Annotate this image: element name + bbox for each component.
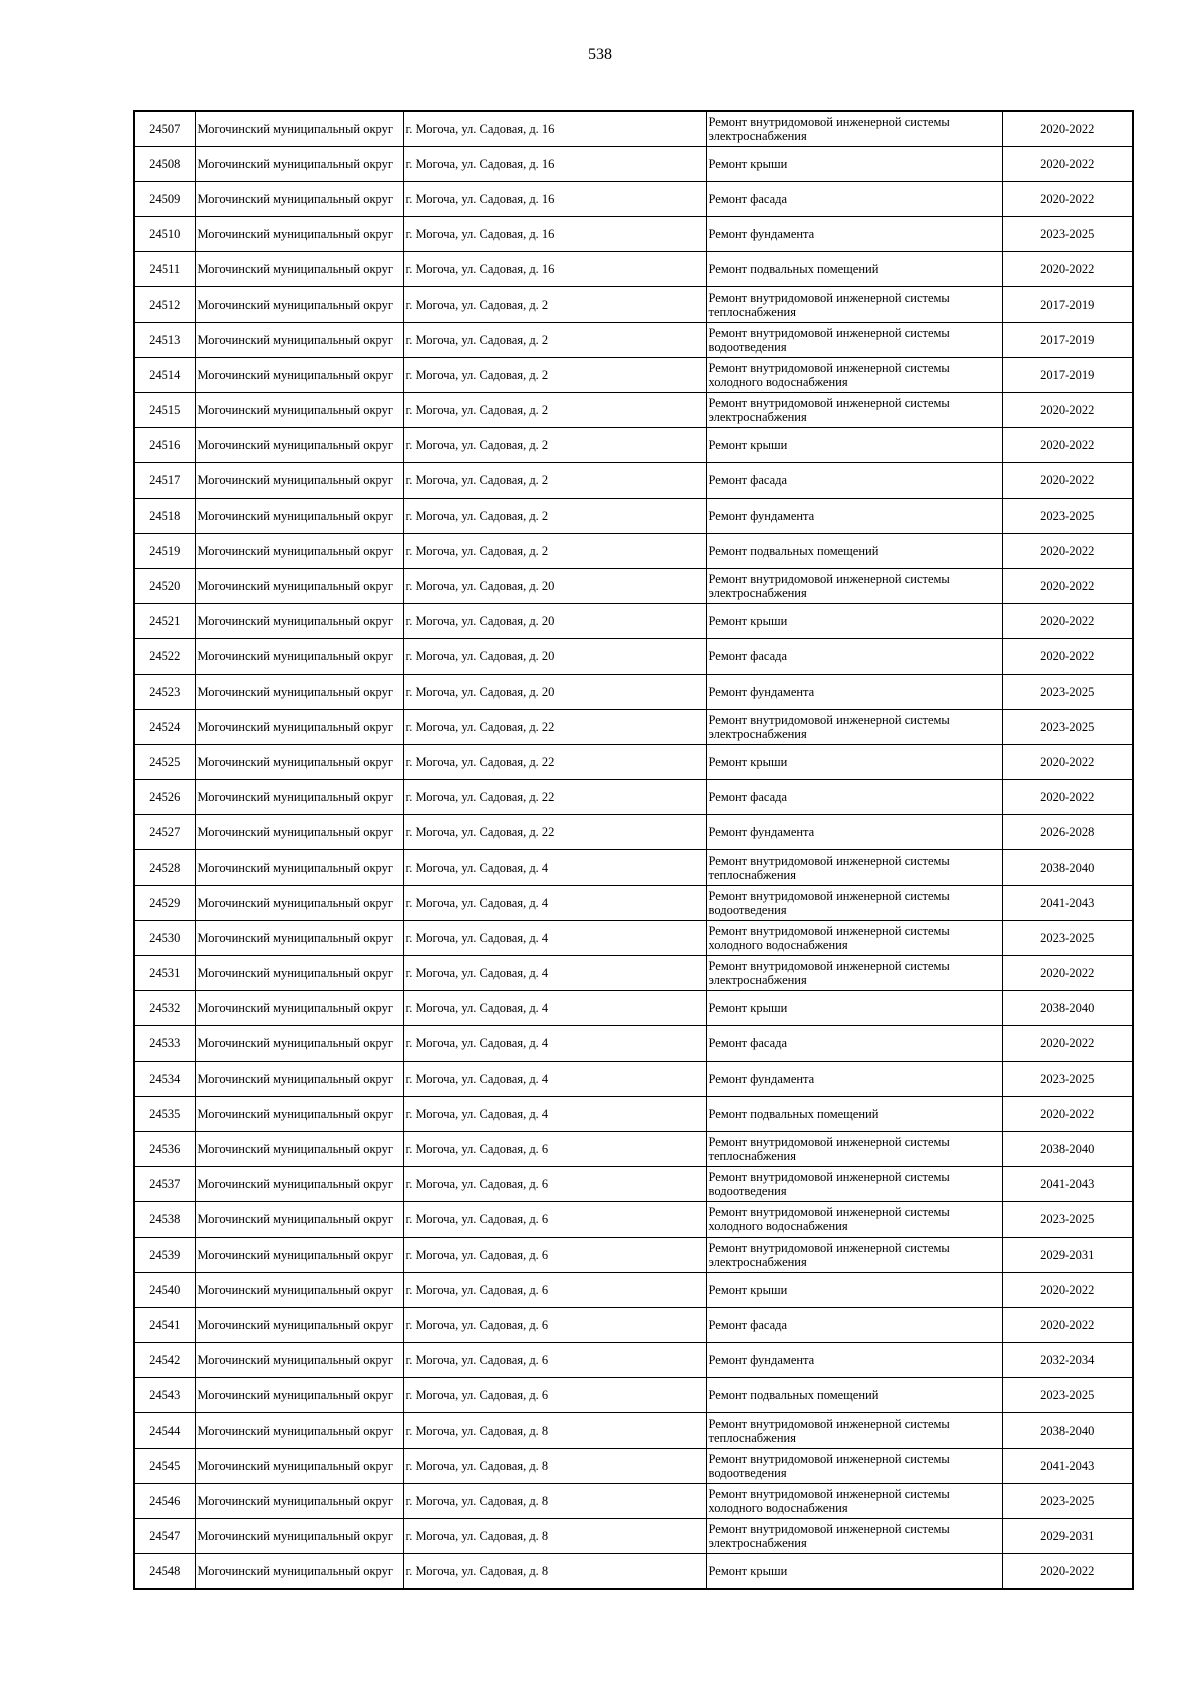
table-row <box>134 252 1133 287</box>
table-row <box>134 815 1133 850</box>
work-type-cell: Ремонт внутридомовой инженерной системы электроснабжения <box>706 393 1002 428</box>
address-cell: г. Могоча, ул. Садовая, д. 2 <box>403 498 706 533</box>
row-number: 24516 <box>134 428 195 463</box>
table-row <box>134 1343 1133 1378</box>
municipality-cell: Могочинский муниципальный округ <box>195 1061 403 1096</box>
work-type-cell: Ремонт внутридомовой инженерной системы теплоснабжения <box>706 850 1002 885</box>
work-type-cell: Ремонт подвальных помещений <box>706 533 1002 568</box>
period-cell: 2038-2040 <box>1002 991 1133 1026</box>
work-type-cell: Ремонт внутридомовой инженерной системы электроснабжения <box>706 956 1002 991</box>
row-number: 24545 <box>134 1448 195 1483</box>
municipality-cell: Могочинский муниципальный округ <box>195 393 403 428</box>
work-type-cell: Ремонт внутридомовой инженерной системы водоотведения <box>706 1167 1002 1202</box>
table-row <box>134 1096 1133 1131</box>
municipality-cell: Могочинский муниципальный округ <box>195 780 403 815</box>
work-type-cell: Ремонт подвальных помещений <box>706 1378 1002 1413</box>
address-cell: г. Могоча, ул. Садовая, д. 8 <box>403 1413 706 1448</box>
municipality-cell: Могочинский муниципальный округ <box>195 181 403 216</box>
address-cell: г. Могоча, ул. Садовая, д. 16 <box>403 146 706 181</box>
table-row <box>134 217 1133 252</box>
row-number: 24530 <box>134 920 195 955</box>
table-row <box>134 674 1133 709</box>
municipality-cell: Могочинский муниципальный округ <box>195 111 403 146</box>
work-type-cell: Ремонт внутридомовой инженерной системы холодного водоснабжения <box>706 1483 1002 1518</box>
work-type-cell: Ремонт внутридомовой инженерной системы холодного водоснабжения <box>706 1202 1002 1237</box>
row-number: 24537 <box>134 1167 195 1202</box>
table-row <box>134 287 1133 322</box>
table-row <box>134 1378 1133 1413</box>
municipality-cell: Могочинский муниципальный округ <box>195 568 403 603</box>
municipality-cell: Могочинский муниципальный округ <box>195 1554 403 1589</box>
municipality-cell: Могочинский муниципальный округ <box>195 1096 403 1131</box>
table-row <box>134 1202 1133 1237</box>
period-cell: 2023-2025 <box>1002 709 1133 744</box>
row-number: 24534 <box>134 1061 195 1096</box>
table-row <box>134 1131 1133 1166</box>
address-cell: г. Могоча, ул. Садовая, д. 4 <box>403 1061 706 1096</box>
municipality-cell: Могочинский муниципальный округ <box>195 744 403 779</box>
municipality-cell: Могочинский муниципальный округ <box>195 604 403 639</box>
row-number: 24515 <box>134 393 195 428</box>
period-cell: 2026-2028 <box>1002 815 1133 850</box>
address-cell: г. Могоча, ул. Садовая, д. 4 <box>403 1026 706 1061</box>
work-type-cell: Ремонт фундамента <box>706 674 1002 709</box>
work-type-cell: Ремонт фундамента <box>706 217 1002 252</box>
row-number: 24514 <box>134 357 195 392</box>
municipality-cell: Могочинский муниципальный округ <box>195 533 403 568</box>
address-cell: г. Могоча, ул. Садовая, д. 6 <box>403 1307 706 1342</box>
work-type-cell: Ремонт внутридомовой инженерной системы водоотведения <box>706 1448 1002 1483</box>
address-cell: г. Могоча, ул. Садовая, д. 6 <box>403 1237 706 1272</box>
address-cell: г. Могоча, ул. Садовая, д. 2 <box>403 463 706 498</box>
work-type-cell: Ремонт фундамента <box>706 1343 1002 1378</box>
work-type-cell: Ремонт фундамента <box>706 1061 1002 1096</box>
address-cell: г. Могоча, ул. Садовая, д. 16 <box>403 111 706 146</box>
address-cell: г. Могоча, ул. Садовая, д. 4 <box>403 920 706 955</box>
period-cell: 2020-2022 <box>1002 1026 1133 1061</box>
period-cell: 2020-2022 <box>1002 639 1133 674</box>
table-row <box>134 322 1133 357</box>
address-cell: г. Могоча, ул. Садовая, д. 8 <box>403 1519 706 1554</box>
municipality-cell: Могочинский муниципальный округ <box>195 1413 403 1448</box>
address-cell: г. Могоча, ул. Садовая, д. 22 <box>403 815 706 850</box>
address-cell: г. Могоча, ул. Садовая, д. 6 <box>403 1378 706 1413</box>
row-number: 24521 <box>134 604 195 639</box>
table-row <box>134 1519 1133 1554</box>
address-cell: г. Могоча, ул. Садовая, д. 6 <box>403 1131 706 1166</box>
municipality-cell: Могочинский муниципальный округ <box>195 956 403 991</box>
period-cell: 2020-2022 <box>1002 744 1133 779</box>
period-cell: 2041-2043 <box>1002 885 1133 920</box>
work-type-cell: Ремонт фасада <box>706 1026 1002 1061</box>
row-number: 24520 <box>134 568 195 603</box>
municipality-cell: Могочинский муниципальный округ <box>195 1026 403 1061</box>
municipality-cell: Могочинский муниципальный округ <box>195 146 403 181</box>
municipality-cell: Могочинский муниципальный округ <box>195 674 403 709</box>
row-number: 24543 <box>134 1378 195 1413</box>
period-cell: 2017-2019 <box>1002 322 1133 357</box>
table-row <box>134 393 1133 428</box>
address-cell: г. Могоча, ул. Садовая, д. 22 <box>403 780 706 815</box>
period-cell: 2029-2031 <box>1002 1519 1133 1554</box>
work-type-cell: Ремонт внутридомовой инженерной системы электроснабжения <box>706 1237 1002 1272</box>
period-cell: 2032-2034 <box>1002 1343 1133 1378</box>
row-number: 24541 <box>134 1307 195 1342</box>
period-cell: 2029-2031 <box>1002 1237 1133 1272</box>
address-cell: г. Могоча, ул. Садовая, д. 8 <box>403 1448 706 1483</box>
work-type-cell: Ремонт крыши <box>706 604 1002 639</box>
table-body <box>134 111 1133 1589</box>
row-number: 24547 <box>134 1519 195 1554</box>
period-cell: 2020-2022 <box>1002 1554 1133 1589</box>
municipality-cell: Могочинский муниципальный округ <box>195 1167 403 1202</box>
work-type-cell: Ремонт крыши <box>706 1272 1002 1307</box>
row-number: 24524 <box>134 709 195 744</box>
table-row <box>134 463 1133 498</box>
municipality-cell: Могочинский муниципальный округ <box>195 1343 403 1378</box>
table-row <box>134 885 1133 920</box>
period-cell: 2038-2040 <box>1002 1131 1133 1166</box>
table-row <box>134 1026 1133 1061</box>
row-number: 24507 <box>134 111 195 146</box>
municipality-cell: Могочинский муниципальный округ <box>195 1272 403 1307</box>
row-number: 24527 <box>134 815 195 850</box>
work-type-cell: Ремонт фундамента <box>706 815 1002 850</box>
work-type-cell: Ремонт внутридомовой инженерной системы водоотведения <box>706 885 1002 920</box>
table-row <box>134 956 1133 991</box>
table-row <box>134 533 1133 568</box>
municipality-cell: Могочинский муниципальный округ <box>195 639 403 674</box>
period-cell: 2017-2019 <box>1002 357 1133 392</box>
row-number: 24525 <box>134 744 195 779</box>
table-row <box>134 1483 1133 1518</box>
period-cell: 2020-2022 <box>1002 1096 1133 1131</box>
address-cell: г. Могоча, ул. Садовая, д. 8 <box>403 1483 706 1518</box>
period-cell: 2017-2019 <box>1002 287 1133 322</box>
table-row <box>134 1167 1133 1202</box>
municipality-cell: Могочинский муниципальный округ <box>195 709 403 744</box>
municipality-cell: Могочинский муниципальный округ <box>195 1378 403 1413</box>
row-number: 24517 <box>134 463 195 498</box>
work-type-cell: Ремонт крыши <box>706 1554 1002 1589</box>
repair-schedule-table <box>133 110 1134 1590</box>
municipality-cell: Могочинский муниципальный округ <box>195 850 403 885</box>
row-number: 24544 <box>134 1413 195 1448</box>
address-cell: г. Могоча, ул. Садовая, д. 16 <box>403 217 706 252</box>
work-type-cell: Ремонт крыши <box>706 744 1002 779</box>
work-type-cell: Ремонт внутридомовой инженерной системы холодного водоснабжения <box>706 920 1002 955</box>
municipality-cell: Могочинский муниципальный округ <box>195 991 403 1026</box>
address-cell: г. Могоча, ул. Садовая, д. 20 <box>403 568 706 603</box>
period-cell: 2023-2025 <box>1002 498 1133 533</box>
table-row <box>134 181 1133 216</box>
period-cell: 2020-2022 <box>1002 428 1133 463</box>
municipality-cell: Могочинский муниципальный округ <box>195 463 403 498</box>
table-row <box>134 709 1133 744</box>
table-row <box>134 850 1133 885</box>
municipality-cell: Могочинский муниципальный округ <box>195 1237 403 1272</box>
municipality-cell: Могочинский муниципальный округ <box>195 815 403 850</box>
work-type-cell: Ремонт фасада <box>706 639 1002 674</box>
work-type-cell: Ремонт крыши <box>706 146 1002 181</box>
address-cell: г. Могоча, ул. Садовая, д. 22 <box>403 709 706 744</box>
address-cell: г. Могоча, ул. Садовая, д. 4 <box>403 956 706 991</box>
table-row <box>134 920 1133 955</box>
period-cell: 2020-2022 <box>1002 181 1133 216</box>
address-cell: г. Могоча, ул. Садовая, д. 2 <box>403 533 706 568</box>
work-type-cell: Ремонт внутридомовой инженерной системы электроснабжения <box>706 709 1002 744</box>
table-row <box>134 428 1133 463</box>
address-cell: г. Могоча, ул. Садовая, д. 2 <box>403 322 706 357</box>
table-row <box>134 1554 1133 1589</box>
address-cell: г. Могоча, ул. Садовая, д. 20 <box>403 604 706 639</box>
row-number: 24518 <box>134 498 195 533</box>
page-number: 538 <box>588 46 612 63</box>
work-type-cell: Ремонт внутридомовой инженерной системы теплоснабжения <box>706 1413 1002 1448</box>
work-type-cell: Ремонт внутридомовой инженерной системы электроснабжения <box>706 111 1002 146</box>
table-row <box>134 604 1133 639</box>
address-cell: г. Могоча, ул. Садовая, д. 20 <box>403 639 706 674</box>
row-number: 24536 <box>134 1131 195 1166</box>
table-row <box>134 357 1133 392</box>
period-cell: 2020-2022 <box>1002 111 1133 146</box>
municipality-cell: Могочинский муниципальный округ <box>195 498 403 533</box>
period-cell: 2023-2025 <box>1002 217 1133 252</box>
address-cell: г. Могоча, ул. Садовая, д. 6 <box>403 1167 706 1202</box>
work-type-cell: Ремонт крыши <box>706 991 1002 1026</box>
address-cell: г. Могоча, ул. Садовая, д. 16 <box>403 181 706 216</box>
municipality-cell: Могочинский муниципальный округ <box>195 1307 403 1342</box>
work-type-cell: Ремонт фасада <box>706 463 1002 498</box>
row-number: 24529 <box>134 885 195 920</box>
work-type-cell: Ремонт фундамента <box>706 498 1002 533</box>
table-row <box>134 639 1133 674</box>
row-number: 24523 <box>134 674 195 709</box>
row-number: 24532 <box>134 991 195 1026</box>
row-number: 24548 <box>134 1554 195 1589</box>
period-cell: 2020-2022 <box>1002 1307 1133 1342</box>
period-cell: 2041-2043 <box>1002 1167 1133 1202</box>
address-cell: г. Могоча, ул. Садовая, д. 2 <box>403 393 706 428</box>
table-row <box>134 1413 1133 1448</box>
work-type-cell: Ремонт подвальных помещений <box>706 1096 1002 1131</box>
address-cell: г. Могоча, ул. Садовая, д. 6 <box>403 1343 706 1378</box>
row-number: 24528 <box>134 850 195 885</box>
work-type-cell: Ремонт внутридомовой инженерной системы теплоснабжения <box>706 287 1002 322</box>
period-cell: 2020-2022 <box>1002 568 1133 603</box>
row-number: 24546 <box>134 1483 195 1518</box>
table-row <box>134 498 1133 533</box>
row-number: 24508 <box>134 146 195 181</box>
address-cell: г. Могоча, ул. Садовая, д. 6 <box>403 1202 706 1237</box>
table-row <box>134 1272 1133 1307</box>
row-number: 24510 <box>134 217 195 252</box>
row-number: 24509 <box>134 181 195 216</box>
address-cell: г. Могоча, ул. Садовая, д. 4 <box>403 850 706 885</box>
municipality-cell: Могочинский муниципальный округ <box>195 322 403 357</box>
address-cell: г. Могоча, ул. Садовая, д. 2 <box>403 287 706 322</box>
work-type-cell: Ремонт внутридомовой инженерной системы водоотведения <box>706 322 1002 357</box>
row-number: 24538 <box>134 1202 195 1237</box>
table-row <box>134 744 1133 779</box>
address-cell: г. Могоча, ул. Садовая, д. 8 <box>403 1554 706 1589</box>
row-number: 24526 <box>134 780 195 815</box>
period-cell: 2020-2022 <box>1002 463 1133 498</box>
municipality-cell: Могочинский муниципальный округ <box>195 1483 403 1518</box>
period-cell: 2023-2025 <box>1002 1061 1133 1096</box>
period-cell: 2023-2025 <box>1002 1483 1133 1518</box>
work-type-cell: Ремонт фасада <box>706 1307 1002 1342</box>
table-row <box>134 1448 1133 1483</box>
period-cell: 2020-2022 <box>1002 604 1133 639</box>
period-cell: 2023-2025 <box>1002 674 1133 709</box>
address-cell: г. Могоча, ул. Садовая, д. 6 <box>403 1272 706 1307</box>
period-cell: 2020-2022 <box>1002 252 1133 287</box>
table-row <box>134 1061 1133 1096</box>
municipality-cell: Могочинский муниципальный округ <box>195 287 403 322</box>
period-cell: 2020-2022 <box>1002 1272 1133 1307</box>
period-cell: 2023-2025 <box>1002 1202 1133 1237</box>
municipality-cell: Могочинский муниципальный округ <box>195 428 403 463</box>
row-number: 24535 <box>134 1096 195 1131</box>
row-number: 24531 <box>134 956 195 991</box>
row-number: 24539 <box>134 1237 195 1272</box>
table-row <box>134 780 1133 815</box>
work-type-cell: Ремонт внутридомовой инженерной системы холодного водоснабжения <box>706 357 1002 392</box>
work-type-cell: Ремонт внутридомовой инженерной системы теплоснабжения <box>706 1131 1002 1166</box>
work-type-cell: Ремонт подвальных помещений <box>706 252 1002 287</box>
period-cell: 2023-2025 <box>1002 1378 1133 1413</box>
work-type-cell: Ремонт фасада <box>706 780 1002 815</box>
row-number: 24512 <box>134 287 195 322</box>
table-row <box>134 1307 1133 1342</box>
municipality-cell: Могочинский муниципальный округ <box>195 1131 403 1166</box>
address-cell: г. Могоча, ул. Садовая, д. 20 <box>403 674 706 709</box>
period-cell: 2023-2025 <box>1002 920 1133 955</box>
municipality-cell: Могочинский муниципальный округ <box>195 357 403 392</box>
address-cell: г. Могоча, ул. Садовая, д. 2 <box>403 428 706 463</box>
row-number: 24533 <box>134 1026 195 1061</box>
period-cell: 2020-2022 <box>1002 780 1133 815</box>
work-type-cell: Ремонт фасада <box>706 181 1002 216</box>
row-number: 24511 <box>134 252 195 287</box>
row-number: 24540 <box>134 1272 195 1307</box>
table-row <box>134 991 1133 1026</box>
work-type-cell: Ремонт внутридомовой инженерной системы электроснабжения <box>706 568 1002 603</box>
address-cell: г. Могоча, ул. Садовая, д. 4 <box>403 1096 706 1131</box>
municipality-cell: Могочинский муниципальный округ <box>195 1519 403 1554</box>
table-row <box>134 111 1133 146</box>
address-cell: г. Могоча, ул. Садовая, д. 4 <box>403 885 706 920</box>
period-cell: 2041-2043 <box>1002 1448 1133 1483</box>
row-number: 24542 <box>134 1343 195 1378</box>
row-number: 24513 <box>134 322 195 357</box>
table-row <box>134 146 1133 181</box>
row-number: 24519 <box>134 533 195 568</box>
municipality-cell: Могочинский муниципальный округ <box>195 920 403 955</box>
table-row <box>134 568 1133 603</box>
municipality-cell: Могочинский муниципальный округ <box>195 217 403 252</box>
municipality-cell: Могочинский муниципальный округ <box>195 1202 403 1237</box>
address-cell: г. Могоча, ул. Садовая, д. 22 <box>403 744 706 779</box>
address-cell: г. Могоча, ул. Садовая, д. 4 <box>403 991 706 1026</box>
municipality-cell: Могочинский муниципальный округ <box>195 1448 403 1483</box>
table-row <box>134 1237 1133 1272</box>
period-cell: 2020-2022 <box>1002 533 1133 568</box>
municipality-cell: Могочинский муниципальный округ <box>195 252 403 287</box>
work-type-cell: Ремонт внутридомовой инженерной системы электроснабжения <box>706 1519 1002 1554</box>
period-cell: 2020-2022 <box>1002 146 1133 181</box>
period-cell: 2038-2040 <box>1002 850 1133 885</box>
municipality-cell: Могочинский муниципальный округ <box>195 885 403 920</box>
address-cell: г. Могоча, ул. Садовая, д. 16 <box>403 252 706 287</box>
address-cell: г. Могоча, ул. Садовая, д. 2 <box>403 357 706 392</box>
work-type-cell: Ремонт крыши <box>706 428 1002 463</box>
period-cell: 2038-2040 <box>1002 1413 1133 1448</box>
period-cell: 2020-2022 <box>1002 393 1133 428</box>
period-cell: 2020-2022 <box>1002 956 1133 991</box>
row-number: 24522 <box>134 639 195 674</box>
